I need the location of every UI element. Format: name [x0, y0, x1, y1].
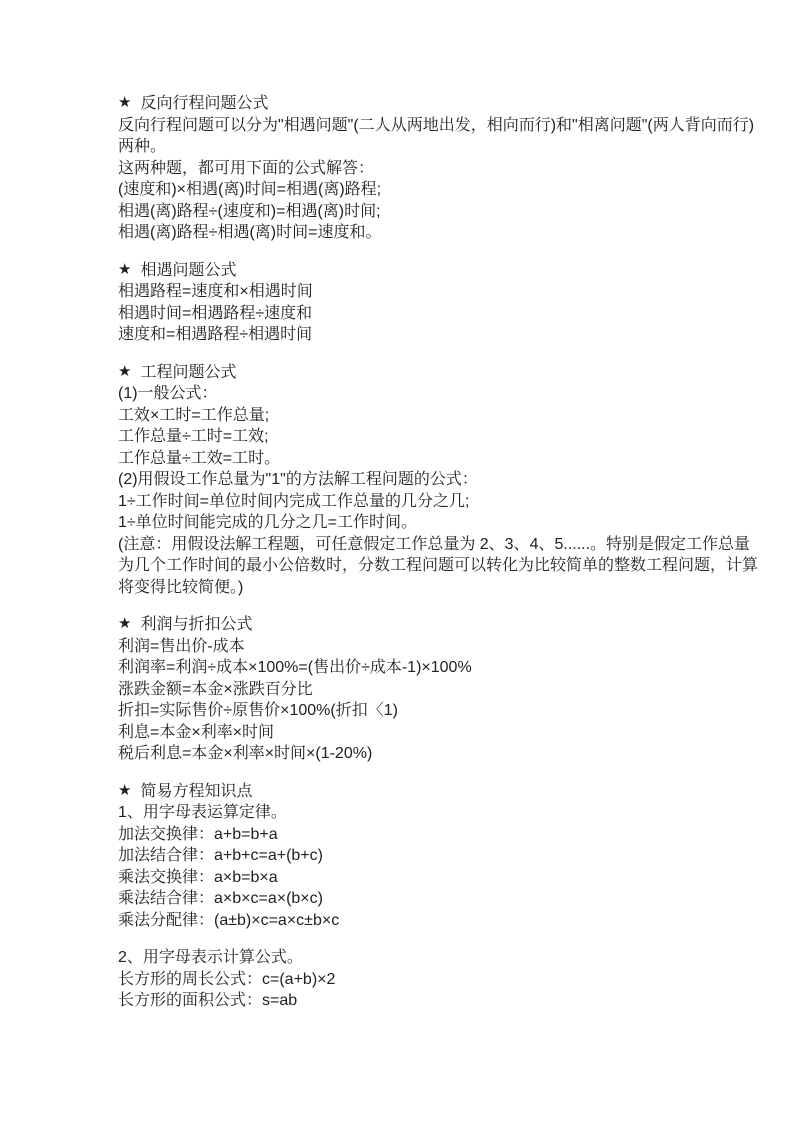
- section-heading: [118, 93, 738, 115]
- text-line: 利润率=利润÷成本×100%=(售出价÷成本-1)×100%: [118, 659, 472, 676]
- section-heading: [118, 781, 738, 803]
- text-line: 税后利息=本金×利率×时间×(1-20%): [118, 745, 373, 762]
- text-line: 相遇时间=相遇路程÷速度和: [118, 304, 313, 322]
- star-icon: ★: [118, 260, 132, 278]
- text-line: (注意：用假设法解工程题，可任意假定工作总量为 2、3、4、5......。特别是假定工作总量: [118, 535, 751, 553]
- text-line: 涨跌金额=本金×涨跌百分比: [118, 680, 313, 698]
- text-line: (2)用假设工作总量为"1"的方法解工程问题的公式：: [118, 471, 478, 488]
- text-line: 乘法结合律：a×b×c=a×(b×c): [118, 890, 323, 907]
- star-icon: ★: [118, 615, 132, 632]
- text-line: 为几个工作时间的最小公倍数时，分数工程问题可以转化为比较简单的整数工程问题，计算: [118, 557, 759, 574]
- section-heading: [118, 260, 738, 282]
- section-meeting-problem: [118, 260, 738, 346]
- text-line: 速度和=相遇路程÷相遇时间: [118, 326, 313, 343]
- section-letter-formulas: [118, 947, 738, 1012]
- star-icon: ★: [118, 362, 132, 380]
- text-line: 工效×工时=工作总量;: [118, 406, 270, 424]
- text-line: 乘法交换律：a×b=b×a: [118, 868, 278, 886]
- document-page: [118, 93, 759, 1028]
- section-reverse-travel: [118, 93, 755, 244]
- section-title: 相遇问题公式: [140, 261, 237, 279]
- section-title: 工程问题公式: [140, 363, 237, 381]
- text-line: 将变得比较简便。): [118, 578, 244, 596]
- text-line: 1、用字母表运算定律。: [118, 804, 287, 821]
- section-heading: [118, 362, 738, 384]
- section-title: 利润与折扣公式: [140, 616, 253, 633]
- text-line: 1÷单位时间能完成的几分之几=工作时间。: [118, 514, 418, 531]
- text-line: 相遇路程=速度和×相遇时间: [118, 283, 313, 300]
- text-line: 长方形的周长公式：c=(a+b)×2: [118, 970, 336, 988]
- text-line: (1)一般公式：: [118, 385, 218, 402]
- star-icon: ★: [118, 94, 132, 111]
- text-line: (速度和)×相遇(离)时间=相遇(离)路程;: [118, 181, 382, 198]
- text-line: 这两种题，都可用下面的公式解答：: [118, 159, 375, 177]
- section-title: 简易方程知识点: [140, 782, 253, 800]
- text-line: 加法交换律：a+b=b+a: [118, 825, 278, 843]
- section-engineering-problem: [118, 362, 759, 599]
- text-line: 2、用字母表示计算公式。: [118, 949, 303, 966]
- text-line: 反向行程问题可以分为"相遇问题"(二人从两地出发，相向而行)和"相离问题"(两人背向而行): [118, 116, 755, 134]
- text-line: 长方形的面积公式：s=ab: [118, 992, 298, 1009]
- section-heading: [118, 614, 738, 636]
- section-simple-equations: [118, 781, 738, 932]
- section-profit-discount: [118, 614, 738, 765]
- text-line: 利润=售出价-成本: [118, 637, 245, 655]
- text-line: 两种。: [118, 138, 167, 155]
- star-icon: ★: [118, 781, 132, 799]
- text-line: 加法结合律：a+b+c=a+(b+c): [118, 847, 323, 864]
- text-line: 工作总量÷工效=工时。: [118, 449, 281, 467]
- text-line: 相遇(离)路程÷相遇(离)时间=速度和。: [118, 224, 382, 241]
- text-line: 1÷工作时间=单位时间内完成工作总量的几分之几;: [118, 492, 470, 510]
- section-title: 反向行程问题公式: [140, 95, 269, 112]
- text-line: 工作总量÷工时=工效;: [118, 428, 269, 445]
- text-line: 乘法分配律：(a±b)×c=a×c±b×c: [118, 911, 340, 929]
- text-line: 利息=本金×利率×时间: [118, 723, 275, 741]
- text-line: 折扣=实际售价÷原售价×100%(折扣〈1): [118, 702, 398, 719]
- text-line: 相遇(离)路程÷(速度和)=相遇(离)时间;: [118, 202, 381, 220]
